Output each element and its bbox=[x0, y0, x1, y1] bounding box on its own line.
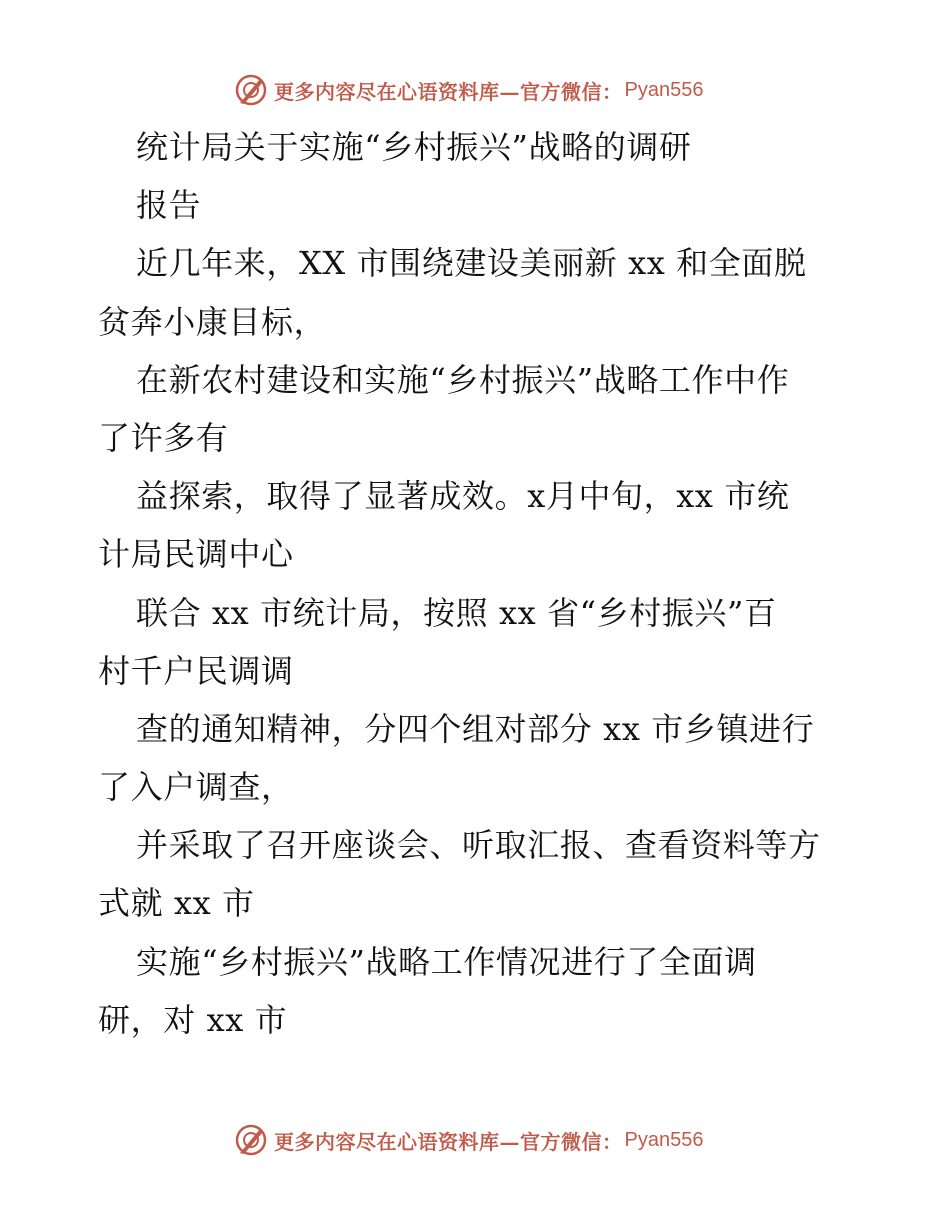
text-line: 了入户调查， bbox=[98, 768, 294, 807]
text-line: 计局民调中心 bbox=[98, 535, 294, 574]
text-line: 益探索，取得了显著成效。x月中旬，xx 市统 bbox=[136, 477, 790, 516]
watermark-text: 更多内容尽在心语资料库—官方微信： bbox=[274, 79, 623, 104]
watermark-text: 更多内容尽在心语资料库—官方微信： bbox=[274, 1129, 623, 1154]
document-body bbox=[98, 118, 858, 1049]
text-line: 统计局关于实施“乡村振兴”战略的调研 bbox=[136, 128, 692, 166]
text-line: 了许多有 bbox=[98, 418, 229, 457]
text-line: 联合 xx 市统计局，按照 xx 省“乡村振兴”百 bbox=[136, 593, 777, 632]
text-line: 式就 xx 市 bbox=[98, 884, 255, 923]
text-line: 近几年来，XX 市围绕建设美丽新 xx 和全面脱 bbox=[136, 244, 807, 283]
footer-watermark bbox=[234, 1122, 703, 1158]
text-line: 报告 bbox=[136, 186, 202, 225]
text-line: 查的通知精神，分四个组对部分 xx 市乡镇进行 bbox=[136, 709, 815, 748]
text-line: 并采取了召开座谈会、听取汇报、查看资料等方 bbox=[136, 826, 821, 865]
text-line: 贫奔小康目标， bbox=[98, 302, 327, 341]
quill-logo-icon bbox=[234, 73, 268, 107]
quill-logo-icon bbox=[234, 1123, 268, 1157]
text-line: 研，对 xx 市 bbox=[98, 1000, 288, 1039]
watermark-wechat-id: Pyan556 bbox=[624, 1128, 704, 1151]
text-line: 实施“乡村振兴”战略工作情况进行了全面调 bbox=[136, 942, 757, 981]
watermark-wechat-id: Pyan556 bbox=[624, 78, 704, 101]
header-watermark bbox=[234, 72, 703, 108]
text-line: 村千户民调调 bbox=[98, 651, 294, 690]
text-line: 在新农村建设和实施“乡村振兴”战略工作中作 bbox=[136, 360, 790, 399]
